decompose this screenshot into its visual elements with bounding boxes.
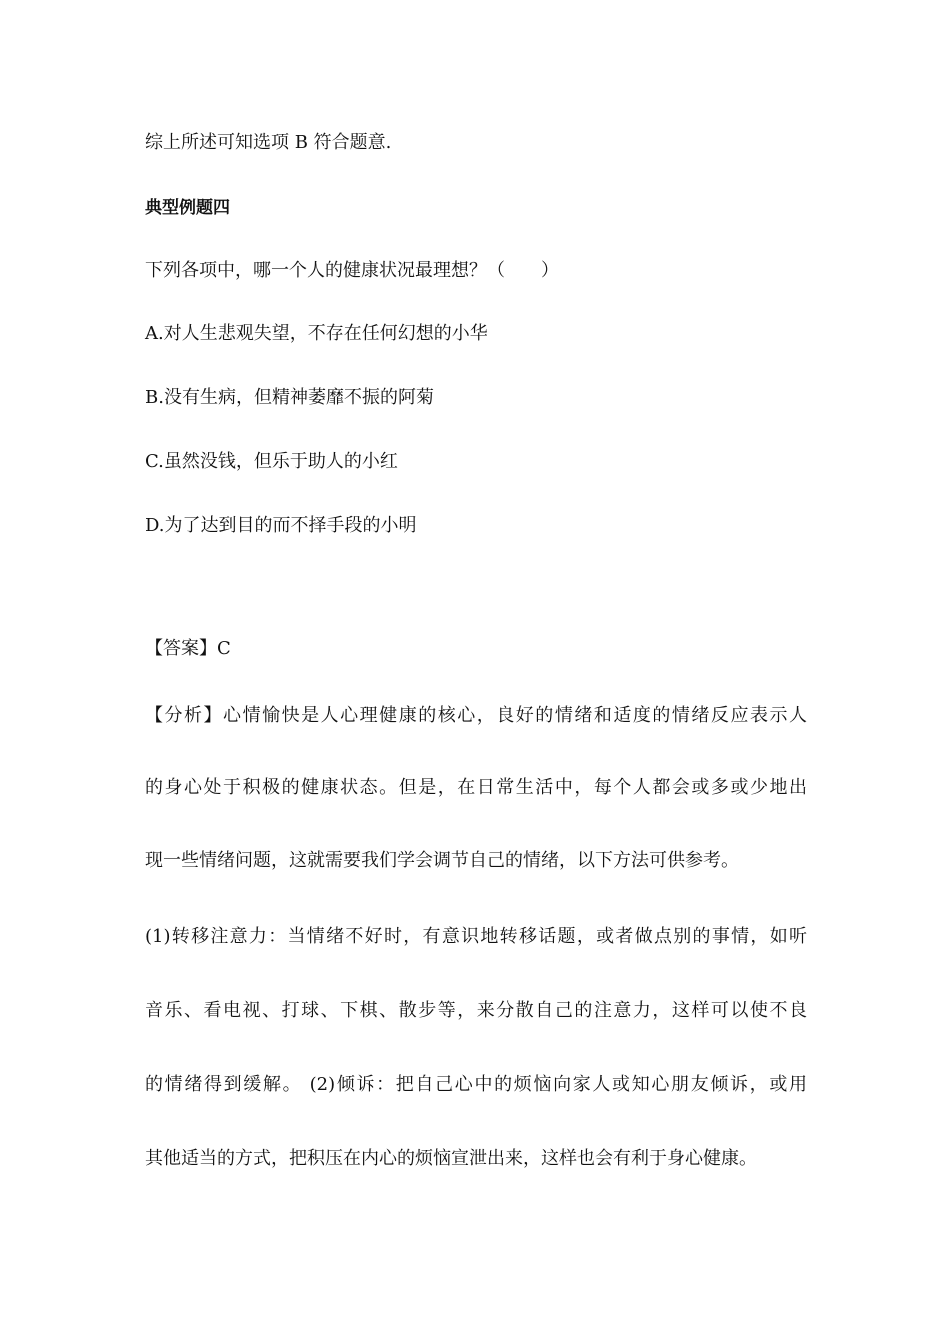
analysis-line: 的情绪得到缓解。 (2)倾诉：把自己心中的烦恼向家人或知心朋友倾诉，或用 [145, 1074, 807, 1095]
analysis-line: 现一些情绪问题，这就需要我们学会调节自己的情绪，以下方法可供参考。 [145, 850, 739, 871]
question-stem: 下列各项中，哪一个人的健康状况最理想？（ ） [145, 260, 559, 281]
analysis-line: 的身心处于积极的健康状态。但是，在日常生活中，每个人都会或多或少地出 [145, 777, 807, 798]
option-c: C.虽然没钱，但乐于助人的小红 [145, 451, 398, 472]
answer-text: 【答案】C [145, 638, 231, 659]
analysis-line: 音乐、看电视、打球、下棋、散步等，来分散自己的注意力，这样可以使不良 [145, 1000, 807, 1021]
analysis-line: (1)转移注意力：当情绪不好时，有意识地转移话题，或者做点别的事情，如听 [145, 926, 807, 947]
option-a: A.对人生悲观失望，不存在任何幻想的小华 [145, 323, 488, 344]
analysis-line: 【分析】心情愉快是人心理健康的核心，良好的情绪和适度的情绪反应表示人 [145, 705, 807, 726]
analysis-line: 其他适当的方式，把积压在内心的烦恼宣泄出来，这样也会有利于身心健康。 [145, 1148, 757, 1169]
conclusion-text: 综上所述可知选项 B 符合题意. [145, 132, 392, 153]
section-title: 典型例题四 [145, 198, 230, 218]
option-d: D.为了达到目的而不择手段的小明 [145, 515, 417, 536]
option-b: B.没有生病，但精神萎靡不振的阿菊 [145, 387, 434, 408]
